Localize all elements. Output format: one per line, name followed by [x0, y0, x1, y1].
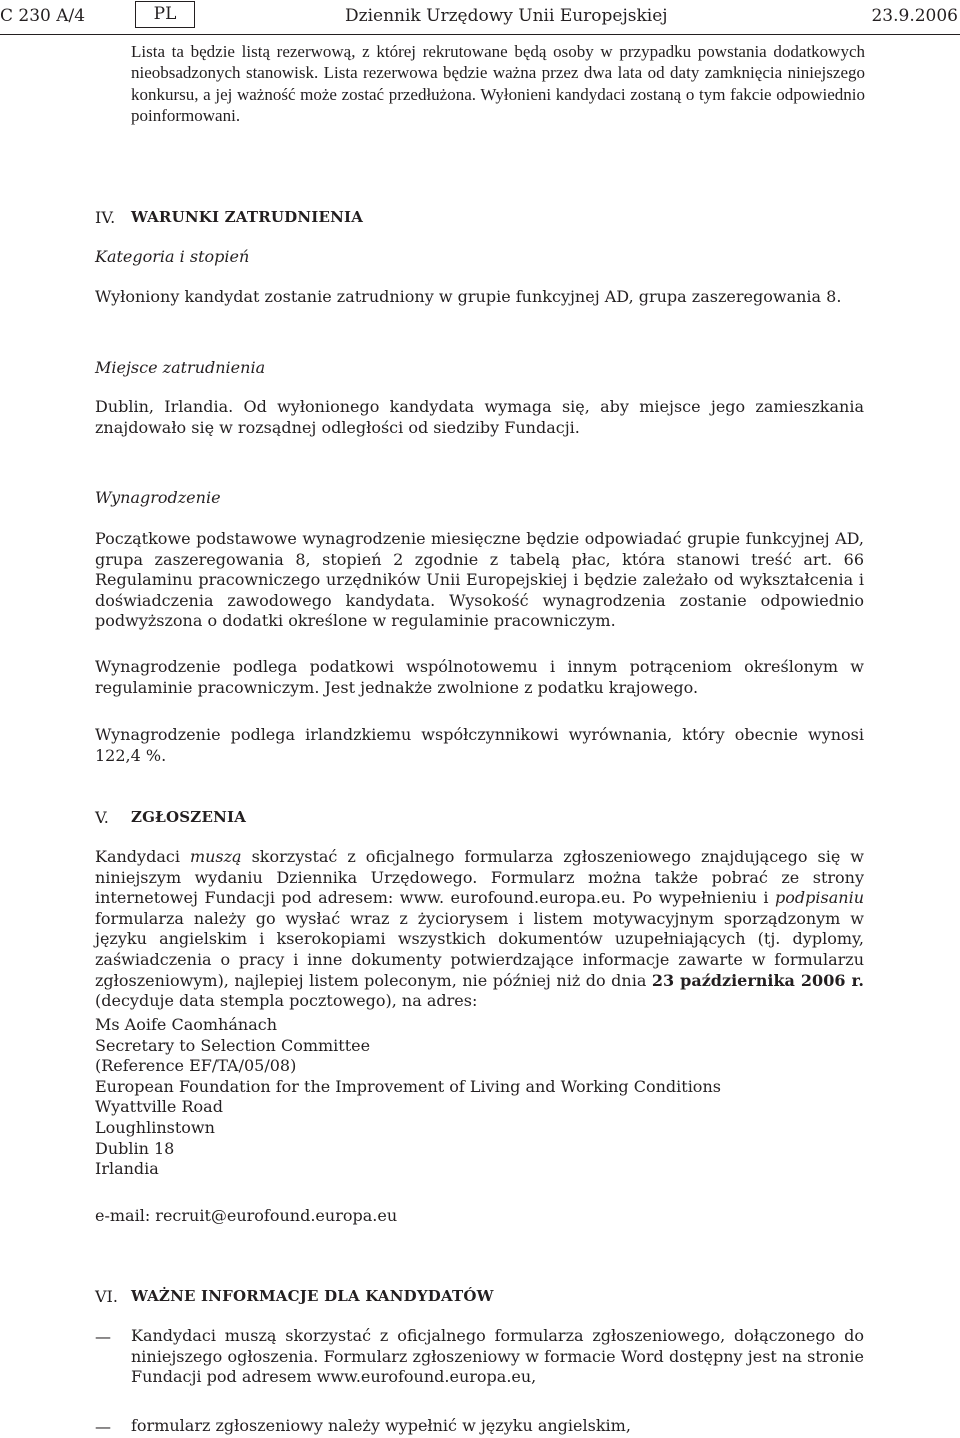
page-reference: C 230 A/4: [0, 6, 86, 26]
address-line: Ms Aoife Caomhánach: [95, 1015, 277, 1034]
header-rule: [0, 34, 960, 35]
category-heading: Kategoria i stopień: [95, 247, 250, 266]
list-dash: —: [95, 1417, 111, 1436]
address-line: Wyattville Road: [95, 1097, 223, 1117]
place-heading: Miejsce zatrudnienia: [95, 358, 266, 377]
address-line: (Reference EF/TA/05/08): [95, 1056, 297, 1076]
publication-date: 23.9.2006: [871, 6, 958, 26]
salary-paragraph-3: Wynagrodzenie podlega irlandzkiemu współczynnikowi wyrównania, który obecnie wynosi 122,4 %.: [95, 725, 864, 765]
signing-emphasis: podpisaniu: [775, 888, 864, 908]
place-paragraph: Dublin, Irlandia. Od wyłonionego kandydata wymaga się, aby miejsce jego zamieszkania znajdowało się w rozsądnej odległości od siedziby Fundacji.: [95, 397, 864, 437]
address-line: Secretary to Selection Committee: [95, 1035, 371, 1055]
applications-paragraph: [95, 847, 864, 1012]
section-vi-number: VI.: [95, 1287, 118, 1306]
salary-heading: Wynagrodzenie: [95, 488, 221, 507]
applications-text-c: formularza należy go wysłać wraz z życiorysem i listem motywacyjnym sporządzonym w języku angielskim i kserokopiami wszystkich dokumentów uzupełniających (tj. dyplomy, zaświadczenia o pracy i inne dokumenty potwierdzające informacje zawarte w formularzu zgłoszeniowym), najlepiej listem poleconym, nie później niż do dnia: [95, 908, 864, 990]
section-iv-number: IV.: [95, 208, 116, 227]
section-iv-title: WARUNKI ZATRUDNIENIA: [131, 208, 364, 226]
contact-email: e-mail: recruit@eurofound.europa.eu: [95, 1206, 398, 1225]
address-line: Loughlinstown: [95, 1117, 215, 1137]
language-code-box: PL: [135, 1, 195, 28]
list-item: formularz zgłoszeniowy należy wypełnić w języku angielskim,: [131, 1416, 631, 1435]
category-paragraph: Wyłoniony kandydat zostanie zatrudniony w grupie funkcyjnej AD, grupa zaszeregowania 8.: [95, 287, 842, 306]
address-line: Irlandia: [95, 1159, 159, 1179]
applications-text-b: skorzystać z oficjalnego formularza zgłoszeniowego znajdującego się w niniejszym wydaniu Dziennika Urzędowego. Formularz można także pobrać ze strony internetowej Fundacji pod adresem: www. eurofound.europa.eu. Po wypełnieniu i: [95, 847, 865, 908]
section-vi-title: WAŻNE INFORMACJE DLA KANDYDATÓW: [131, 1287, 494, 1305]
salary-paragraph-1: Początkowe podstawowe wynagrodzenie miesięczne będzie odpowiadać grupie funkcyjnej AD, grupa zaszeregowania 8, stopień 2 zgodnie z tabelą płac, która stanowi treść art. 66 Regulaminu pracowniczego urzędników Unii Europejskiej i będzie zależało od wykształcenia i doświadczenia zawodowego kandydata. Wysokość wynagrodzenia zostanie odpowiednio podwyższona o dodatki określone w regulaminie pracowniczym.: [95, 529, 864, 631]
journal-title: Dziennik Urzędowy Unii Europejskiej: [345, 6, 668, 26]
deadline-date: 23 października 2006 r.: [651, 970, 864, 990]
list-dash: —: [95, 1327, 111, 1346]
postal-address: [95, 1015, 864, 1180]
salary-paragraph-2: Wynagrodzenie podlega podatkowi wspólnotowemu i innym potrąceniom określonym w regulaminie pracowniczym. Jest jednakże zwolnione z podatku krajowego.: [95, 657, 864, 697]
list-item: Kandydaci muszą skorzystać z oficjalnego formularza zgłoszeniowego, dołączonego do niniejszego ogłoszenia. Formularz zgłoszeniowy w formacie Word dostępny jest na stronie Fundacji pod adresem www.eurofound.europa.eu,: [131, 1326, 864, 1387]
applications-text-a: Kandydaci: [95, 847, 190, 866]
intro-paragraph: Lista ta będzie listą rezerwową, z której rekrutowane będą osoby w przypadku powstania dodatkowych nieobsadzonych stanowisk. Lista rezerwowa będzie ważna przez dwa lata od daty zamknięcia niniejszego konkursu, a jej ważność może zostać przedłużona. Wyłonieni kandydaci zostaną o tym fakcie odpowiednio poinformowani.: [131, 42, 865, 126]
must-emphasis: muszą: [189, 847, 242, 866]
applications-text-d: (decyduje data stempla pocztowego), na adres:: [95, 991, 478, 1011]
address-line: Dublin 18: [95, 1138, 175, 1158]
section-v-title: ZGŁOSZENIA: [131, 808, 247, 826]
address-line: European Foundation for the Improvement of Living and Working Conditions: [95, 1076, 721, 1096]
section-v-number: V.: [95, 808, 109, 827]
